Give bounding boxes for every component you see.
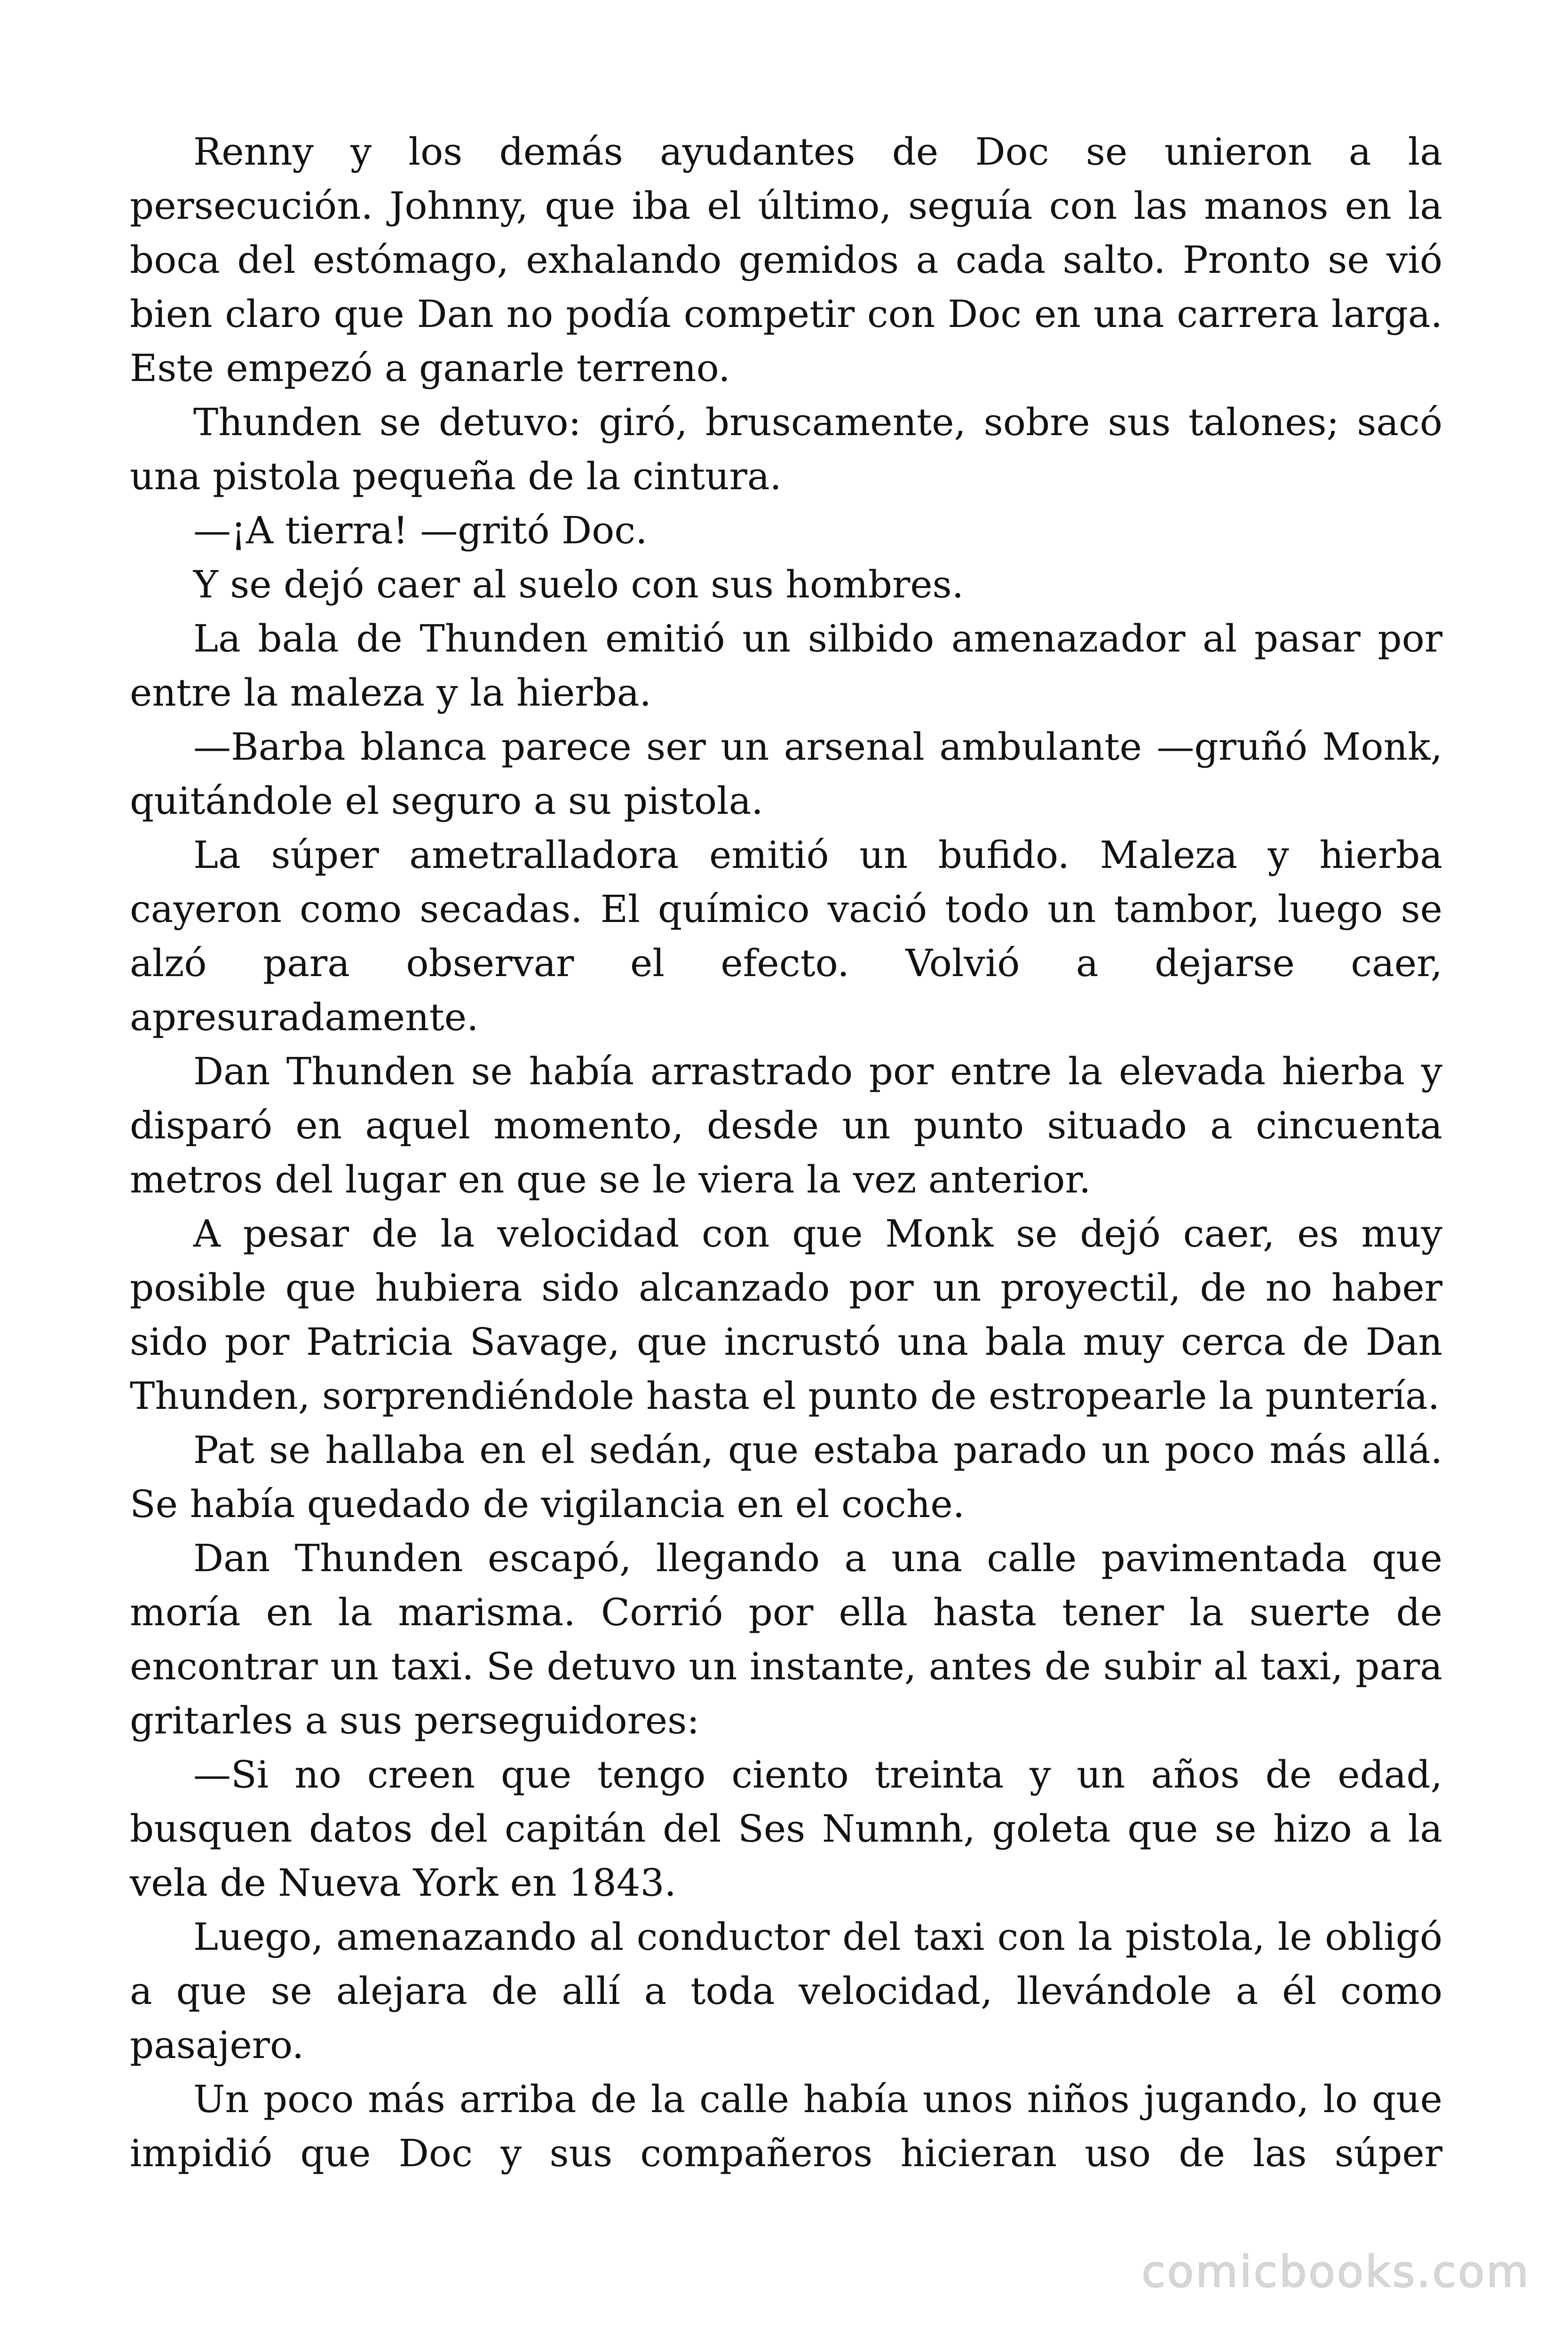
paragraph: La súper ametralladora emitió un bufido. Maleza y hierba cayeron como secadas. El químico vació todo un tambor, luego se alzó para observar el efecto. Volvió a dejarse caer, apresuradamente. [130, 833, 1442, 1039]
paragraph: Un poco más arriba de la calle había unos niños jugando, lo que impidió que Doc y sus compañeros hicieran uso de las súper [130, 2077, 1442, 2175]
paragraph: Dan Thunden escapó, llegando a una calle pavimentada que moría en la marisma. Corrió por ella hasta tener la suerte de encontrar un taxi. Se detuvo un instante, antes de subir al taxi, para gritarles a sus perseguidores: [130, 1536, 1442, 1742]
watermark: comicbooks.com [1141, 2247, 1530, 2297]
paragraph: La bala de Thunden emitió un silbido amenazador al pasar por entre la maleza y la hierba. [130, 617, 1442, 715]
paragraph: Dan Thunden se había arrastrado por entre la elevada hierba y disparó en aquel momento, desde un punto situado a cincuenta metros del lugar en que se le viera la vez anterior. [130, 1049, 1442, 1201]
paragraph: —Si no creen que tengo ciento treinta y un años de edad, busquen datos del capitán del Ses Numnh, goleta que se hizo a la vela de Nueva York en 1843. [130, 1753, 1442, 1905]
paragraph: Thunden se detuvo: giró, bruscamente, sobre sus talones; sacó una pistola pequeña de la cintura. [130, 400, 1442, 498]
paragraph: Pat se hallaba en el sedán, que estaba parado un poco más allá. Se había quedado de vigilancia en el coche. [130, 1428, 1442, 1526]
paragraph: —¡A tierra! —gritó Doc. [193, 509, 648, 552]
page-text [130, 125, 1442, 2180]
paragraph: —Barba blanca parece ser un arsenal ambulante —gruñó Monk, quitándole el seguro a su pistola. [130, 725, 1442, 823]
paragraph: Luego, amenazando al conductor del taxi con la pistola, le obligó a que se alejara de allí a toda velocidad, llevándole a él como pasajero. [130, 1915, 1442, 2067]
paragraph: Y se dejó caer al suelo con sus hombres. [193, 563, 964, 606]
paragraph: Renny y los demás ayudantes de Doc se unieron a la persecución. Johnny, que iba el último, seguía con las manos en la boca del estómago, exhalando gemidos a cada salto. Pronto se vió bien claro que Dan no podía competir con Doc en una carrera larga. Este empezó a ganarle terreno. [130, 130, 1442, 390]
paragraph: A pesar de la velocidad con que Monk se dejó caer, es muy posible que hubiera sido alcanzado por un proyectil, de no haber sido por Patricia Savage, que incrustó una bala muy cerca de Dan Thunden, sorprendiéndole hasta el punto de estropearle la puntería. [130, 1212, 1442, 1418]
